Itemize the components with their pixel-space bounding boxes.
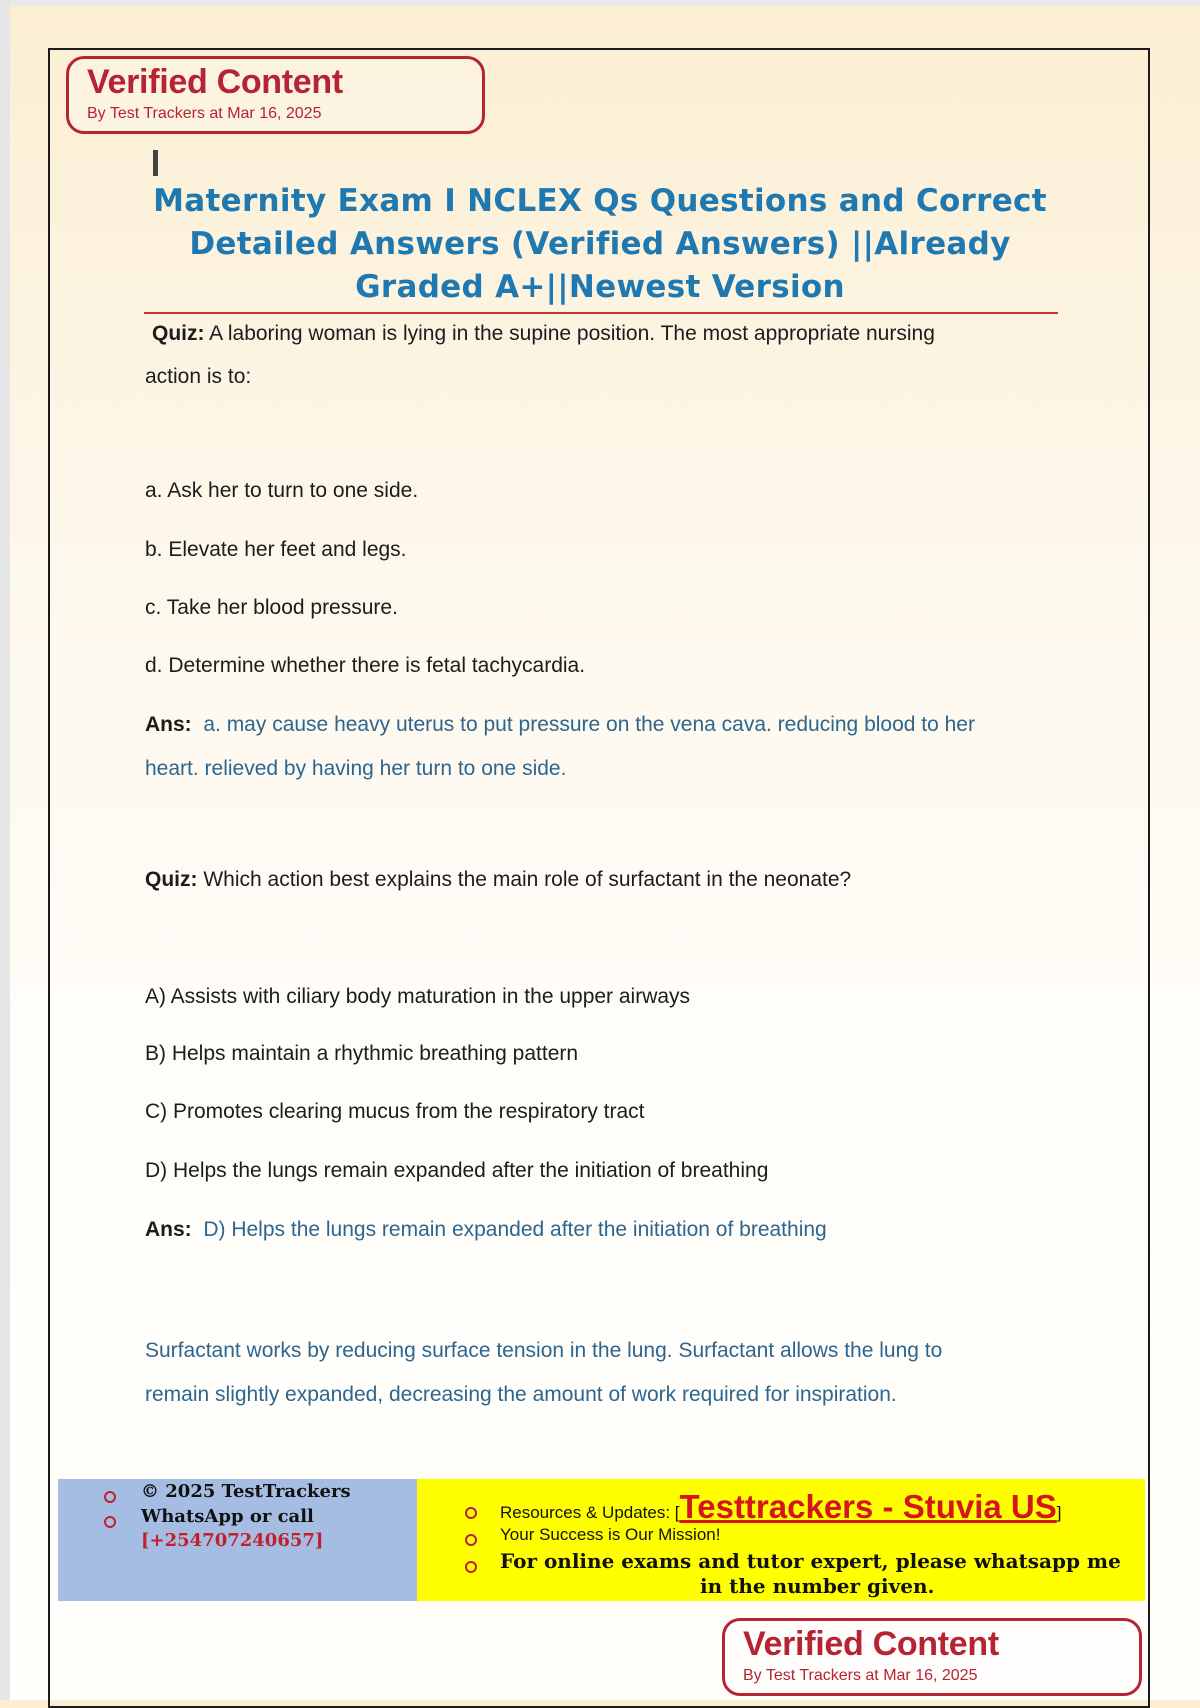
document-title-line: Maternity Exam I NCLEX Qs Questions and Correct (153, 183, 1047, 219)
resources-label: Resources & Updates: [ (500, 1503, 680, 1522)
document-title (140, 180, 1060, 309)
document-title-line: Detailed Answers (Verified Answers) ||Already (189, 226, 1011, 262)
phone-number: [+254707240657] (141, 1530, 324, 1551)
footer-resources-box (417, 1479, 1145, 1601)
option-item: b. Elevate her feet and legs. (145, 538, 407, 561)
answer-text: D) Helps the lungs remain expanded after the initiation of breathing (203, 1218, 827, 1241)
question-2-text (145, 868, 1065, 892)
screen-left-edge (0, 0, 10, 1700)
answer-text: a. may cause heavy uterus to put pressure on the vena cava. reducing blood to her (203, 713, 975, 736)
bullet-icon (465, 1534, 477, 1546)
verified-stamp-bottom (722, 1618, 1142, 1696)
mission-text: Your Success is Our Mission! (500, 1525, 721, 1544)
whatsapp-note-cont: in the number given. (700, 1574, 935, 1598)
resources-close: ] (1056, 1503, 1062, 1522)
option-item: A) Assists with ciliary body maturation in the upper airways (145, 985, 691, 1008)
answer-2 (145, 1218, 1065, 1242)
answer-label: Ans: (145, 1218, 192, 1241)
stamp-subtitle: By Test Trackers at Mar 16, 2025 (743, 1667, 978, 1684)
footer-contact-box (58, 1479, 417, 1601)
contact-label: WhatsApp or call (141, 1506, 314, 1527)
quiz-label: Quiz: (145, 868, 198, 891)
explanation: Surfactant works by reducing surface tension in the lung. Surfactant allows the lung to (145, 1339, 943, 1362)
answer-label: Ans: (145, 713, 192, 736)
option-item: C) Promotes clearing mucus from the respiratory tract (145, 1100, 645, 1123)
explanation-cont: remain slightly expanded, decreasing the amount of work required for inspiration. (145, 1383, 897, 1406)
quiz-label: Quiz: (152, 322, 205, 345)
stamp-title: Verified Content (743, 1625, 999, 1663)
copyright-text: © 2025 TestTrackers (141, 1481, 351, 1502)
stuvia-link[interactable]: Testtrackers - Stuvia US (679, 1488, 1057, 1525)
option-item: d. Determine whether there is fetal tachycardia. (145, 654, 586, 677)
question-1-text (152, 322, 1072, 346)
question-text: A laboring woman is lying in the supine position. The most appropriate nursing (204, 322, 935, 345)
bullet-icon (465, 1507, 477, 1519)
document-title-line: Graded A+||Newest Version (355, 269, 845, 305)
option-item: a. Ask her to turn to one side. (145, 479, 419, 502)
text-cursor (153, 150, 158, 176)
bullet-icon (104, 1516, 116, 1528)
question-text: Which action best explains the main role of surfactant in the neonate? (197, 868, 852, 891)
option-item: c. Take her blood pressure. (145, 596, 398, 619)
stamp-subtitle: By Test Trackers at Mar 16, 2025 (87, 105, 322, 122)
bullet-icon (465, 1561, 477, 1573)
stamp-title: Verified Content (87, 63, 343, 101)
title-divider (144, 312, 1058, 314)
option-item: B) Helps maintain a rhythmic breathing pattern (145, 1042, 579, 1065)
option-item: D) Helps the lungs remain expanded after the initiation of breathing (145, 1159, 769, 1182)
whatsapp-note: For online exams and tutor expert, please whatsapp me (500, 1549, 1121, 1573)
verified-stamp-top (66, 56, 485, 134)
bullet-icon (104, 1491, 116, 1503)
screen-top-edge (0, 0, 1200, 6)
question-1-text-cont: action is to: (145, 365, 252, 388)
answer-1-cont: heart. relieved by having her turn to one side. (145, 757, 567, 780)
answer-1 (145, 713, 1065, 737)
